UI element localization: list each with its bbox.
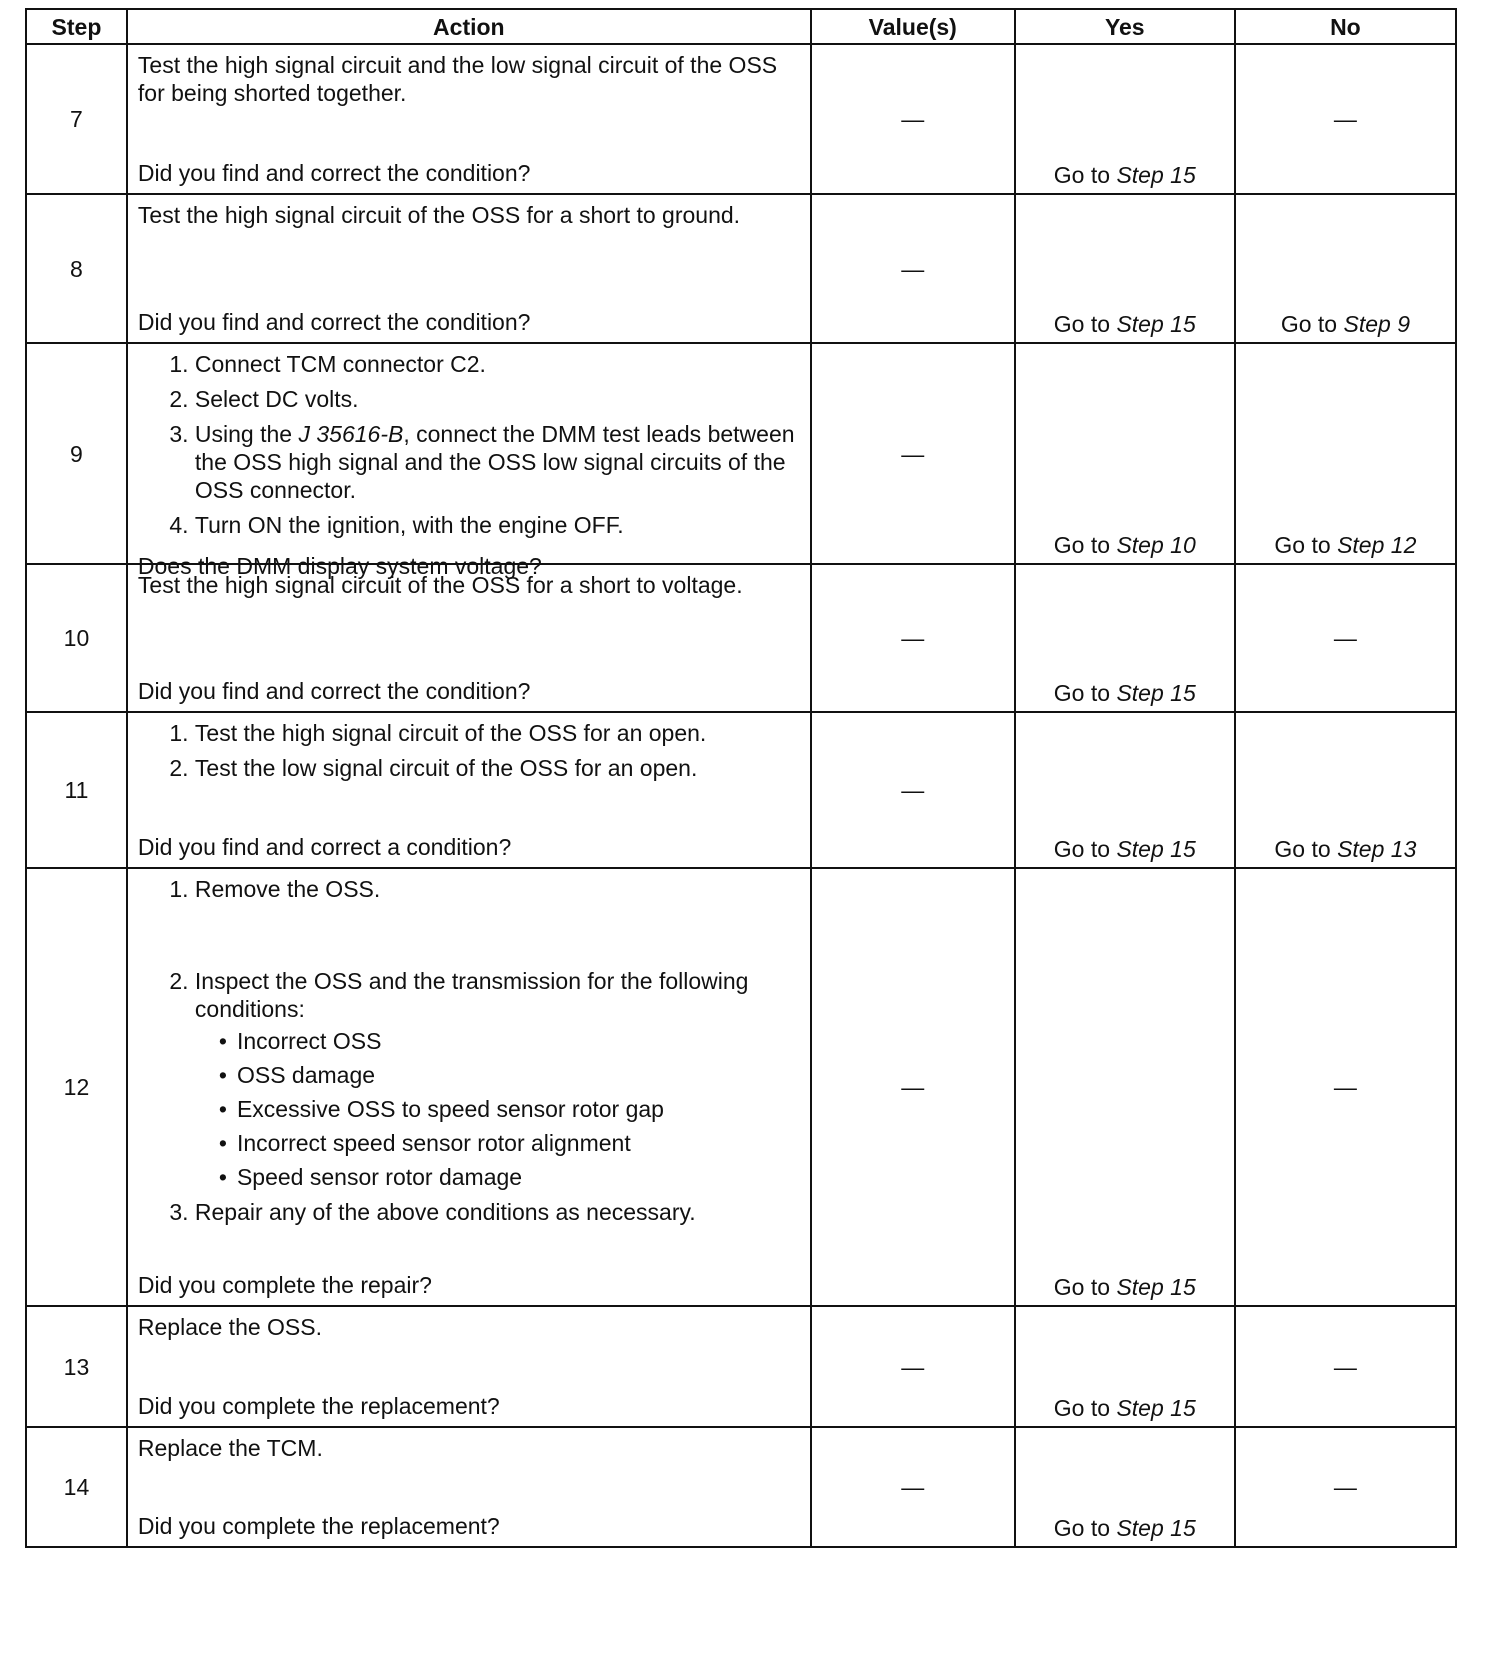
table-row [26, 564, 1456, 712]
table-row [26, 1427, 1456, 1547]
header-yes: Yes [1015, 9, 1235, 44]
no-cell: — [1235, 1427, 1456, 1547]
action-text: Replace the OSS. [137, 1314, 323, 1340]
header-values: Value(s) [811, 9, 1015, 44]
action-steps [138, 719, 802, 789]
yes-cell: Go to Step 15 [1015, 1427, 1235, 1547]
step-number: 7 [26, 44, 127, 194]
action-question: Did you find and correct the condition? [137, 160, 531, 186]
yes-cell: Go to Step 15 [1015, 868, 1235, 1306]
yes-cell: Go to Step 15 [1015, 1306, 1235, 1427]
action-question: Does the DMM display system voltage? [137, 553, 542, 579]
action-cell [127, 564, 811, 712]
action-text: Test the high signal circuit of the OSS for a short to voltage. [137, 572, 743, 598]
header-action: Action [127, 9, 811, 44]
no-cell: — [1235, 868, 1456, 1306]
no-cell: — [1235, 44, 1456, 194]
table-row [26, 1306, 1456, 1427]
step-number: 10 [26, 564, 127, 712]
value-cell: — [811, 1306, 1015, 1427]
action-cell [127, 712, 811, 868]
no-cell: Go to Step 9 [1235, 194, 1456, 343]
table-row [26, 343, 1456, 564]
list-item: 4. Turn ON the ignition, with the engine OFF. [195, 511, 802, 539]
action-text: Test the high signal circuit of the OSS for a short to ground. [137, 202, 741, 228]
action-cell [127, 194, 811, 343]
bullet-item: • Excessive OSS to speed sensor rotor gap [239, 1095, 802, 1123]
no-cell: — [1235, 1306, 1456, 1427]
action-question: Did you complete the replacement? [137, 1393, 500, 1419]
action-steps [138, 350, 802, 546]
action-question: Did you find and correct the condition? [137, 678, 531, 704]
header-row [26, 9, 1456, 44]
bullet-item: • Speed sensor rotor damage [239, 1163, 802, 1191]
action-cell [127, 868, 811, 1306]
value-cell: — [811, 1427, 1015, 1547]
step-number: 14 [26, 1427, 127, 1547]
action-question: Did you find and correct a condition? [137, 834, 512, 860]
diagnostic-table [25, 8, 1457, 1548]
list-item: 3. Using the J 35616-B, connect the DMM test leads between the OSS high signal and the OSS low signal circuits of the OSS connector. [195, 420, 802, 504]
list-item: 1. Remove the OSS. [195, 875, 802, 903]
bullet-item: • Incorrect OSS [239, 1027, 802, 1055]
list-item: 1. Test the high signal circuit of the OSS for an open. [195, 719, 802, 747]
yes-cell: Go to Step 10 [1015, 343, 1235, 564]
action-steps [138, 875, 802, 1233]
list-item: 2. Inspect the OSS and the transmission for the following conditions: • Incorrect OSS • OSS damage • Excessive OSS to speed sensor rotor gap • Incorrect speed sensor rotor alignment • Speed sensor rotor damage [195, 967, 802, 1191]
action-text: Test the high signal circuit and the low signal circuit of the OSS for being shorted together. [137, 52, 778, 106]
action-question: Did you find and correct the condition? [137, 309, 531, 335]
list-item: 2. Select DC volts. [195, 385, 802, 413]
value-cell: — [811, 712, 1015, 868]
action-cell [127, 1427, 811, 1547]
action-cell [127, 1306, 811, 1427]
value-cell: — [811, 194, 1015, 343]
table-row [26, 868, 1456, 1306]
condition-list [195, 1027, 802, 1191]
list-item: 3. Repair any of the above conditions as necessary. [195, 1198, 802, 1226]
value-cell: — [811, 868, 1015, 1306]
no-cell: — [1235, 564, 1456, 712]
step-number: 11 [26, 712, 127, 868]
step-number: 8 [26, 194, 127, 343]
step-number: 13 [26, 1306, 127, 1427]
no-cell: Go to Step 12 [1235, 343, 1456, 564]
bullet-item: • OSS damage [239, 1061, 802, 1089]
value-cell: — [811, 343, 1015, 564]
step-number: 12 [26, 868, 127, 1306]
yes-cell: Go to Step 15 [1015, 712, 1235, 868]
bullet-item: • Incorrect speed sensor rotor alignment [239, 1129, 802, 1157]
list-item: 2. Test the low signal circuit of the OSS for an open. [195, 754, 802, 782]
header-step: Step [26, 9, 127, 44]
action-question: Did you complete the replacement? [137, 1513, 500, 1539]
tool-reference: J 35616-B [298, 421, 404, 447]
action-cell [127, 44, 811, 194]
value-cell: — [811, 564, 1015, 712]
yes-cell: Go to Step 15 [1015, 44, 1235, 194]
table-row [26, 44, 1456, 194]
no-cell: Go to Step 13 [1235, 712, 1456, 868]
step-number: 9 [26, 343, 127, 564]
table-row [26, 194, 1456, 343]
yes-cell: Go to Step 15 [1015, 194, 1235, 343]
action-text: Replace the TCM. [137, 1435, 323, 1461]
table-row [26, 712, 1456, 868]
value-cell: — [811, 44, 1015, 194]
header-no: No [1235, 9, 1456, 44]
yes-cell: Go to Step 15 [1015, 564, 1235, 712]
list-item: 1. Connect TCM connector C2. [195, 350, 802, 378]
action-question: Did you complete the repair? [137, 1272, 432, 1298]
action-cell [127, 343, 811, 579]
